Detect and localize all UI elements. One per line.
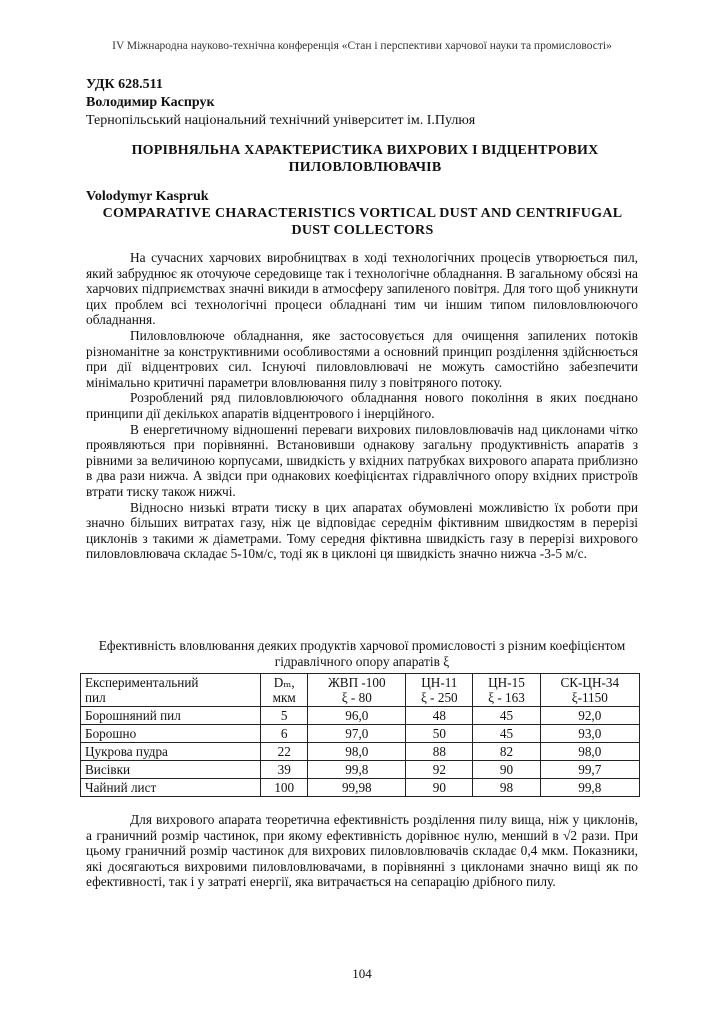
table-cell: 39 [261,761,308,779]
table-cell: 45 [473,707,540,725]
body-text [86,250,638,562]
table-cell: 93,0 [540,725,639,743]
table-row [81,761,640,779]
table-row [81,743,640,761]
efficiency-table [80,673,640,797]
title-en: COMPARATIVE CHARACTERISTICS VORTICAL DUST AND CENTRIFUGAL DUST COLLECTORS [102,206,623,238]
affiliation: Тернопільський національний технічний університет ім. І.Пулюя [86,113,476,128]
table-cell: 5 [261,707,308,725]
table-cell: 99,8 [308,761,406,779]
paragraph: Розроблений ряд пиловловлюючого обладнання нового покоління в яких поєднано принципи дії декількох апаратів відцентрового і інерційного. [86,390,638,421]
running-header: IV Міжнародна науково-технічна конференція «Стан і перспективи харчової науки та промисловості» [112,40,612,52]
paragraph: В енергетичному відношенні переваги вихрових пиловловлювачів над циклонами чітко проявляються при порівнянні. Встановивши однакову загальну продуктивність апаратів з рівними за величиною корпусами, швидкість у вхідних патрубках вихрового апарата приблизно в два рази нижча. А звідси при однакових коефіцієнтах гідравлічного опору вхідних пристроїв втрати тиску також нижчі. [86,421,638,499]
article-meta [86,76,475,130]
table-cell: 48 [406,707,473,725]
table-row [81,707,640,725]
table-row [81,725,640,743]
table-cell: 98,0 [308,743,406,761]
author-name-ua: Володимир Каспрук [86,95,215,110]
table-cell: Цукрова пудра [81,743,261,761]
table-cell: 100 [261,779,308,797]
paragraph: На сучасних харчових виробництвах в ході технологічних процесів утворюється пил, який забруднює як оточуюче середовище так і технологічне обладнання. В загальному обсязі на харчових підприємствах значні викиди в атмосферу запиленого повітря. Для того щоб уникнути цих проблем всі технологічні процеси обладнані тим чи іншим типом пиловловлюючого обладнання. [86,250,638,328]
table-cell: 92 [406,761,473,779]
table-caption: Ефективність вловлювання деяких продуктів харчової промисловості з різним коефіцієнтом гідравлічного опору апаратів ξ [98,638,626,669]
table-cell: 99,98 [308,779,406,797]
header-cell: Експериментальний пил [81,674,261,707]
paragraph: Для вихрового апарата теоретична ефективність розділення пилу вища, ніж у циклонів, а граничний розмір частинок, при якому ефективність дорівнює нулю, менший в √2 рази. При цьому граничний розмір частинок для вихрових пиловловлювачів складає 0,4 мкм. Показники, які досягаються вихровими пиловловлювачами, в порівнянні з циклонами значно вищі як по ефективності, так і у затраті енергії, яка витрачається на сепарацію дрібного пилу. [86,812,638,890]
table-cell: Борошняний пил [81,707,261,725]
header-cell: ЖВП -100 ξ - 80 [308,674,406,707]
table-row [81,779,640,797]
udk-code: УДК 628.511 [86,77,163,92]
table-cell: Борошно [81,725,261,743]
table-cell: 88 [406,743,473,761]
title-ua: ПОРІВНЯЛЬНА ХАРАКТЕРИСТИКА ВИХРОВИХ І ВІДЦЕНТРОВИХ ПИЛОВЛОВЛЮВАЧІВ [131,143,599,175]
table-cell: 98 [473,779,540,797]
table-cell: Чайний лист [81,779,261,797]
closing-text [86,812,638,890]
table-cell: 82 [473,743,540,761]
table-cell: 22 [261,743,308,761]
table-cell: 96,0 [308,707,406,725]
paragraph: Відносно низькі втрати тиску в цих апаратах обумовлені можливістю їх роботи при значно більших витратах газу, ніж це відповідає середнім фіктивним швидкостям в перерізі циклонів з такими ж діаметрами. Тому середня фіктивна швидкість газу в перерізі вихрового пиловловлювача складає 5-10м/с, тоді як в циклоні ця швидкість значно нижча -3-5 м/с. [86,499,638,562]
table-cell: 99,8 [540,779,639,797]
table-cell: 92,0 [540,707,639,725]
header-cell: Dₘ, мкм [261,674,308,707]
paragraph: Пиловловлююче обладнання, яке застосовується для очищення запилених потоків різноманітне за конструктивними особливостями а основний принцип розділення здійснюється при дії відцентрових сил. Існуючі пиловловлювачі не можуть самостійно забезпечити мінімально критичні параметри вловлювання пилу з повітряного потоку. [86,327,638,390]
header-cell: ЦН-15 ξ - 163 [473,674,540,707]
table-cell: 99,7 [540,761,639,779]
table-cell: 50 [406,725,473,743]
table-cell: Висівки [81,761,261,779]
table-cell: 45 [473,725,540,743]
table-cell: 90 [473,761,540,779]
header-cell: СК-ЦН-34 ξ-1150 [540,674,639,707]
table-cell: 6 [261,725,308,743]
author-name-en: Volodymyr Kaspruk [86,189,209,204]
table-cell: 98,0 [540,743,639,761]
table-cell: 90 [406,779,473,797]
header-cell: ЦН-11 ξ - 250 [406,674,473,707]
table-header-row [81,674,640,707]
page-number: 104 [352,966,372,981]
table-cell: 97,0 [308,725,406,743]
